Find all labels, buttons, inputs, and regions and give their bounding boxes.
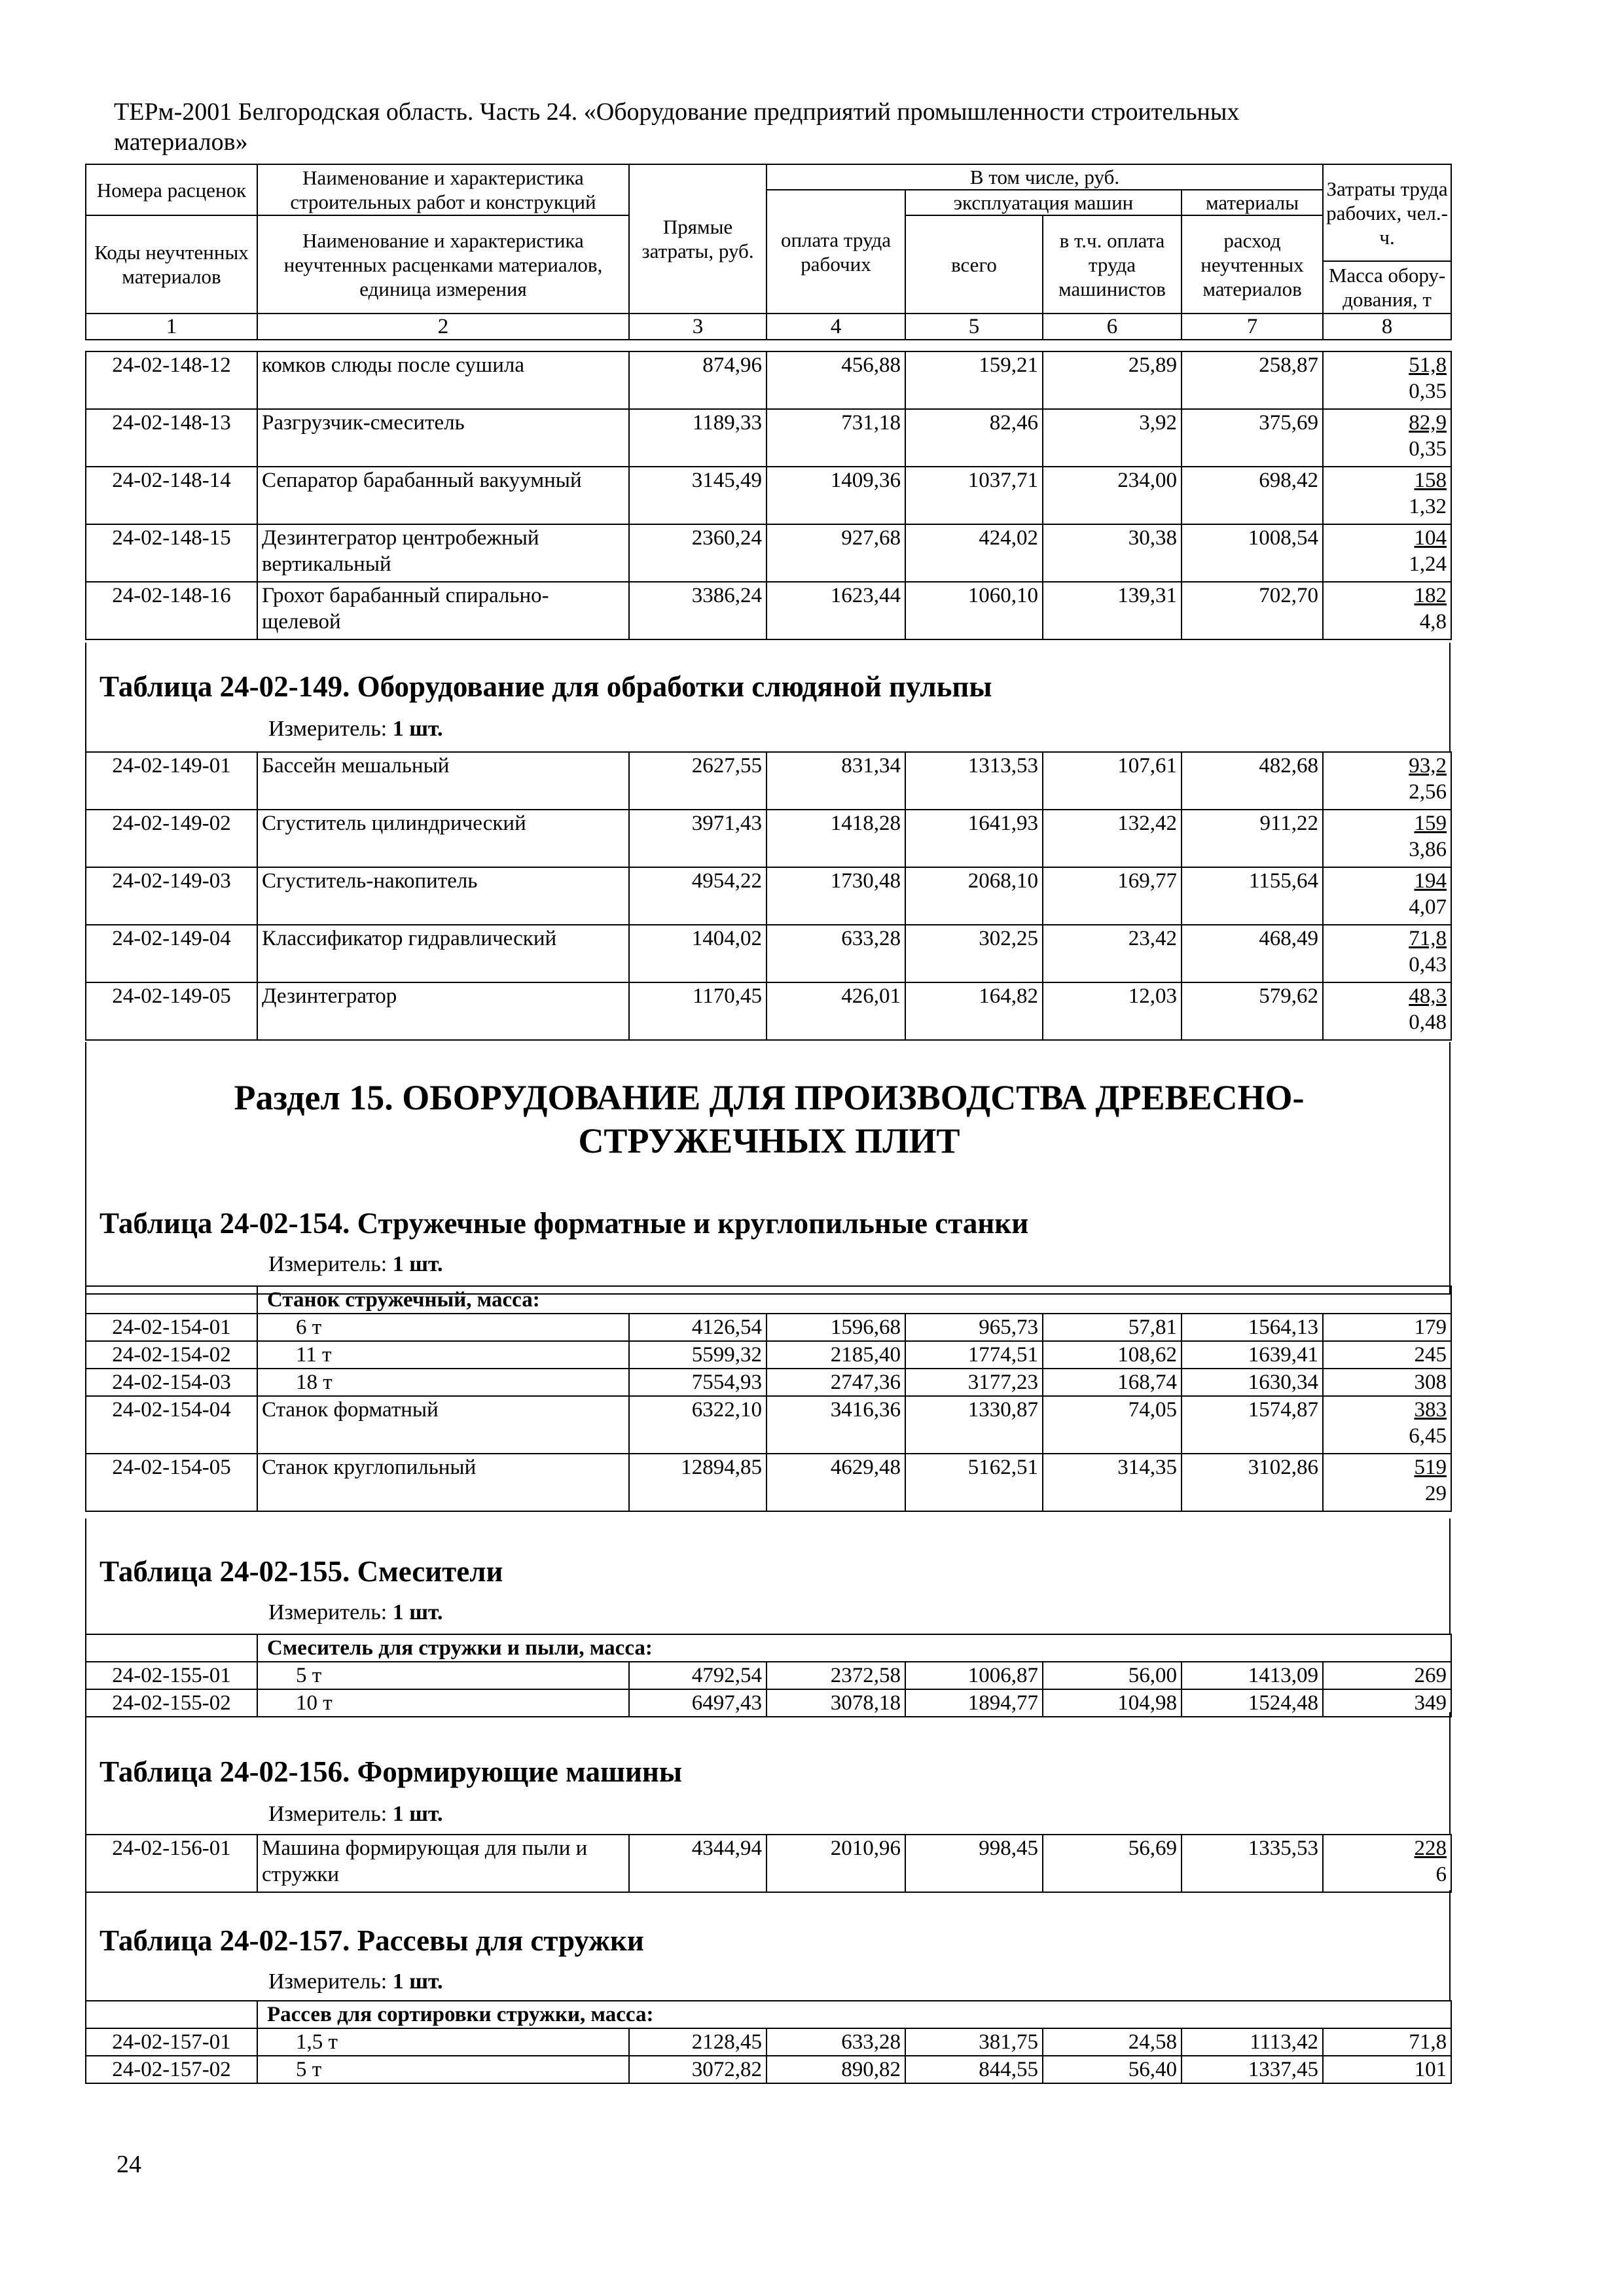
mass-value: 0,43: [1409, 953, 1447, 977]
col1-bottom-header: Коды неучтенных материалов: [86, 215, 257, 314]
table-row: [86, 1314, 1451, 1341]
measure-label: Измеритель:: [268, 717, 393, 741]
machines-total: 82,46: [905, 409, 1043, 467]
direct-costs: 4954,22: [629, 867, 767, 925]
measure-value: 1 шт.: [392, 1969, 443, 1994]
workers-wages: 927,68: [767, 524, 905, 582]
direct-costs: 1404,02: [629, 925, 767, 982]
materials-cost: 1155,64: [1182, 867, 1323, 925]
direct-costs: 4126,54: [629, 1314, 767, 1341]
workers-wages: 633,28: [767, 2028, 905, 2056]
col1-top-header: Номера расценок: [86, 164, 257, 215]
col2-bottom-header: Наименование и характеристика неучтенных расценками материалов, единица измерения: [257, 215, 629, 314]
labor-value: 101: [1323, 2056, 1451, 2083]
mass-value: 6: [1435, 1863, 1447, 1886]
labor-value: 159: [1414, 812, 1447, 835]
table-row: [86, 1396, 1451, 1454]
measure-value: 1 шт.: [392, 1252, 443, 1276]
machinist-wages: 314,35: [1043, 1454, 1182, 1511]
labor-value: 71,8: [1409, 927, 1447, 950]
labor-and-mass-cell: [1323, 867, 1451, 925]
mass-value: 29: [1425, 1482, 1447, 1505]
work-name: Грохот барабанный спирально-щелевой: [257, 582, 629, 639]
machines-total: 844,55: [905, 2056, 1043, 2083]
materials-cost: 3102,86: [1182, 1454, 1323, 1511]
group-row: [86, 2001, 1451, 2028]
table-157-title: Таблица 24-02-157. Рассевы для стружки: [99, 1924, 644, 1957]
workers-wages: 4629,48: [767, 1454, 905, 1511]
labor-and-mass-cell: [1323, 582, 1451, 639]
workers-wages: 890,82: [767, 2056, 905, 2083]
machines-total: 1006,87: [905, 1662, 1043, 1689]
machinist-wages: 107,61: [1043, 752, 1182, 810]
labor-value: 48,3: [1409, 984, 1447, 1008]
labor-value: 182: [1414, 584, 1447, 607]
direct-costs: 6322,10: [629, 1396, 767, 1454]
table-row: [86, 2056, 1451, 2083]
rates-table-149: [85, 751, 1452, 1041]
labor-and-mass-cell: [1323, 524, 1451, 582]
measure-label: Измеритель:: [268, 1600, 393, 1624]
rate-code: 24-02-148-12: [86, 351, 257, 409]
direct-costs: 3072,82: [629, 2056, 767, 2083]
table-row: [86, 582, 1451, 639]
materials-cost: 1564,13: [1182, 1314, 1323, 1341]
table-row: [86, 524, 1451, 582]
rate-code: 24-02-154-02: [86, 1341, 257, 1369]
mass-value: 0,35: [1409, 380, 1447, 403]
machinist-wages: 234,00: [1043, 467, 1182, 524]
machinist-wages: 108,62: [1043, 1341, 1182, 1369]
materials-cost: 1337,45: [1182, 2056, 1323, 2083]
machinist-wages: 30,38: [1043, 524, 1182, 582]
workers-wages: 1623,44: [767, 582, 905, 639]
work-name: 11 т: [257, 1341, 629, 1369]
direct-costs: 3971,43: [629, 810, 767, 867]
table-row: [86, 1369, 1451, 1396]
section-15-title-line1: Раздел 15. ОБОРУДОВАНИЕ ДЛЯ ПРОИЗВОДСТВА ДРЕВЕСНО-: [234, 1078, 1305, 1117]
machines-header: эксплуатация машин: [905, 190, 1182, 215]
labor-value: 519: [1414, 1456, 1447, 1479]
materials-cost: 702,70: [1182, 582, 1323, 639]
rates-table-157: [85, 2000, 1452, 2084]
labor-value: 82,9: [1409, 411, 1447, 435]
machines-total: 5162,51: [905, 1454, 1043, 1511]
labor-value: 308: [1323, 1369, 1451, 1396]
measure-value: 1 шт.: [392, 717, 443, 741]
mass-value: 3,86: [1409, 838, 1447, 861]
machines-total: 1774,51: [905, 1341, 1043, 1369]
materials-cost: 482,68: [1182, 752, 1323, 810]
work-name: 5 т: [257, 2056, 629, 2083]
measure-label: Измеритель:: [268, 1969, 393, 1994]
machinist-wages: 24,58: [1043, 2028, 1182, 2056]
col2-top-header: Наименование и характеристика строительных работ и конструкций: [257, 164, 629, 215]
machines-total: 3177,23: [905, 1369, 1043, 1396]
mass-value: 4,07: [1409, 895, 1447, 919]
measure-value: 1 шт.: [392, 1802, 443, 1826]
workers-wages: 1418,28: [767, 810, 905, 867]
workers-wages: 633,28: [767, 925, 905, 982]
column-number: 2: [257, 314, 629, 340]
col6-header: в т.ч. оплата труда машинистов: [1043, 215, 1182, 314]
rate-code: 24-02-155-01: [86, 1662, 257, 1689]
direct-costs: 1170,45: [629, 982, 767, 1040]
machinist-wages: 139,31: [1043, 582, 1182, 639]
materials-cost: 911,22: [1182, 810, 1323, 867]
rate-code: 24-02-154-01: [86, 1314, 257, 1341]
labor-and-mass-cell: [1323, 351, 1451, 409]
labor-value: 228: [1414, 1837, 1447, 1860]
direct-costs: 5599,32: [629, 1341, 767, 1369]
mass-value: 4,8: [1419, 610, 1447, 634]
materials-cost: 1413,09: [1182, 1662, 1323, 1689]
machinist-wages: 12,03: [1043, 982, 1182, 1040]
materials-cost: 579,62: [1182, 982, 1323, 1040]
workers-wages: 1730,48: [767, 867, 905, 925]
table-row: [86, 351, 1451, 409]
machinist-wages: 23,42: [1043, 925, 1182, 982]
column-number: 3: [629, 314, 767, 340]
column-number: 8: [1323, 314, 1451, 340]
workers-wages: 456,88: [767, 351, 905, 409]
work-name: Сгуститель цилиндрический: [257, 810, 629, 867]
workers-wages: 3078,18: [767, 1689, 905, 1717]
col4-header: оплата труда рабочих: [767, 190, 905, 314]
machines-total: 965,73: [905, 1314, 1043, 1341]
table-row: [86, 1662, 1451, 1689]
labor-and-mass-cell: [1323, 1396, 1451, 1454]
work-name: Сгуститель-накопитель: [257, 867, 629, 925]
workers-wages: 831,34: [767, 752, 905, 810]
table-155-title: Таблица 24-02-155. Смесители: [99, 1555, 503, 1588]
table-row: [86, 982, 1451, 1040]
workers-wages: 2747,36: [767, 1369, 905, 1396]
labor-value: 158: [1414, 469, 1447, 492]
column-number: 4: [767, 314, 905, 340]
machines-total: 381,75: [905, 2028, 1043, 2056]
measure-label: Измеритель:: [268, 1252, 393, 1276]
work-name: 10 т: [257, 1689, 629, 1717]
machinist-wages: 3,92: [1043, 409, 1182, 467]
machinist-wages: 74,05: [1043, 1396, 1182, 1454]
rate-code: 24-02-154-03: [86, 1369, 257, 1396]
labor-value: 71,8: [1323, 2028, 1451, 2056]
labor-value: 51,8: [1409, 353, 1447, 377]
materials-cost: 468,49: [1182, 925, 1323, 982]
materials-cost: 1113,42: [1182, 2028, 1323, 2056]
direct-costs: 2360,24: [629, 524, 767, 582]
rate-code: 24-02-155-02: [86, 1689, 257, 1717]
measure-value: 1 шт.: [392, 1600, 443, 1624]
column-number: 7: [1182, 314, 1323, 340]
mass-value: 0,35: [1409, 437, 1447, 461]
section-15-title: [98, 1076, 1440, 1162]
workers-wages: 426,01: [767, 982, 905, 1040]
running-header-line1: ТЕРм-2001 Белгородская область. Часть 24. «Оборудование предприятий промышленности строительных: [114, 98, 1240, 126]
direct-costs: 874,96: [629, 351, 767, 409]
work-name: Станок форматный: [257, 1396, 629, 1454]
col8-top-header: Затраты труда рабочих, чел.-ч.: [1323, 164, 1451, 261]
table-154-title: Таблица 24-02-154. Стружечные форматные и круглопильные станки: [99, 1207, 1029, 1240]
direct-costs: 1189,33: [629, 409, 767, 467]
group-row: [86, 1634, 1451, 1662]
rates-table-155: [85, 1634, 1452, 1717]
column-number: 1: [86, 314, 257, 340]
mass-value: 6,45: [1409, 1424, 1447, 1448]
workers-wages: 2185,40: [767, 1341, 905, 1369]
table-row: [86, 752, 1451, 810]
machinist-wages: 132,42: [1043, 810, 1182, 867]
rate-code: 24-02-157-02: [86, 2056, 257, 2083]
machines-total: 1894,77: [905, 1689, 1043, 1717]
direct-costs: 4792,54: [629, 1662, 767, 1689]
labor-value: 383: [1414, 1398, 1447, 1422]
machines-total: 164,82: [905, 982, 1043, 1040]
mass-value: 1,32: [1409, 495, 1447, 518]
group-label: Рассев для сортировки стружки, масса:: [257, 2001, 1451, 2028]
rates-table-154: [85, 1285, 1452, 1512]
rate-code: 24-02-154-04: [86, 1396, 257, 1454]
table-149-measure: [268, 716, 443, 742]
mass-value: 0,48: [1409, 1011, 1447, 1034]
group-label: Станок стружечный, масса:: [257, 1286, 1451, 1314]
machinist-wages: 169,77: [1043, 867, 1182, 925]
machinist-wages: 56,69: [1043, 1835, 1182, 1892]
machines-total: 159,21: [905, 351, 1043, 409]
direct-costs: 3145,49: [629, 467, 767, 524]
table-row: [86, 925, 1451, 982]
machines-total: 1641,93: [905, 810, 1043, 867]
labor-and-mass-cell: [1323, 810, 1451, 867]
incl-header: В том числе, руб.: [767, 164, 1323, 190]
labor-value: 194: [1414, 869, 1447, 893]
materials-cost: 1630,34: [1182, 1369, 1323, 1396]
labor-and-mass-cell: [1323, 409, 1451, 467]
work-name: 1,5 т: [257, 2028, 629, 2056]
labor-value: 349: [1323, 1689, 1451, 1717]
labor-value: 104: [1414, 526, 1447, 550]
direct-costs: 6497,43: [629, 1689, 767, 1717]
machines-total: 2068,10: [905, 867, 1043, 925]
table-156-title: Таблица 24-02-156. Формирующие машины: [99, 1755, 682, 1788]
table-row: [86, 810, 1451, 867]
section-15-title-line2: СТРУЖЕЧНЫХ ПЛИТ: [578, 1121, 960, 1160]
machines-total: 1330,87: [905, 1396, 1043, 1454]
workers-wages: 3416,36: [767, 1396, 905, 1454]
rate-code: 24-02-156-01: [86, 1835, 257, 1892]
rate-code: 24-02-157-01: [86, 2028, 257, 2056]
rate-code: 24-02-154-05: [86, 1454, 257, 1511]
rate-code: 24-02-149-04: [86, 925, 257, 982]
work-name: Дезинтегратор центробежный вертикальный: [257, 524, 629, 582]
direct-costs: 7554,93: [629, 1369, 767, 1396]
rates-table-148: [85, 351, 1452, 640]
labor-value: 245: [1323, 1341, 1451, 1369]
work-name: Станок круглопильный: [257, 1454, 629, 1511]
group-row: [86, 1286, 1451, 1314]
materials-cost: 1008,54: [1182, 524, 1323, 582]
direct-costs: 12894,85: [629, 1454, 767, 1511]
table-row: [86, 1454, 1451, 1511]
machinist-wages: 25,89: [1043, 351, 1182, 409]
labor-value: 93,2: [1409, 754, 1447, 778]
machines-total: 424,02: [905, 524, 1043, 582]
machines-total: 302,25: [905, 925, 1043, 982]
running-header-line2: материалов»: [114, 128, 248, 156]
table-155-measure: [268, 1600, 443, 1626]
materials-cost: 258,87: [1182, 351, 1323, 409]
direct-costs: 4344,94: [629, 1835, 767, 1892]
work-name: комков слюды после сушила: [257, 351, 629, 409]
work-name: Дезинтегратор: [257, 982, 629, 1040]
column-header-table: [85, 164, 1452, 340]
work-name: 5 т: [257, 1662, 629, 1689]
column-number: 6: [1043, 314, 1182, 340]
materials-header: материалы: [1182, 190, 1323, 215]
rate-code: 24-02-148-16: [86, 582, 257, 639]
column-number: 5: [905, 314, 1043, 340]
rate-code: 24-02-148-14: [86, 467, 257, 524]
workers-wages: 2010,96: [767, 1835, 905, 1892]
workers-wages: 1409,36: [767, 467, 905, 524]
col7-header: расход неучтенных материалов: [1182, 215, 1323, 314]
labor-and-mass-cell: [1323, 925, 1451, 982]
table-156-measure: [268, 1801, 443, 1827]
rate-code: 24-02-149-02: [86, 810, 257, 867]
running-header: [114, 97, 1489, 157]
materials-cost: 375,69: [1182, 409, 1323, 467]
labor-and-mass-cell: [1323, 1835, 1451, 1892]
labor-value: 179: [1323, 1314, 1451, 1341]
work-name: Машина формирующая для пыли и стружки: [257, 1835, 629, 1892]
table-154-measure: [268, 1251, 443, 1278]
materials-cost: 1574,87: [1182, 1396, 1323, 1454]
direct-costs: 3386,24: [629, 582, 767, 639]
table-row: [86, 867, 1451, 925]
labor-and-mass-cell: [1323, 467, 1451, 524]
work-name: Разгрузчик-смеситель: [257, 409, 629, 467]
work-name: 6 т: [257, 1314, 629, 1341]
table-157-measure: [268, 1969, 443, 1995]
col3-header: Прямые затраты, руб.: [629, 164, 767, 314]
workers-wages: 2372,58: [767, 1662, 905, 1689]
table-row: [86, 1341, 1451, 1369]
group-label: Смеситель для стружки и пыли, масса:: [257, 1634, 1451, 1662]
materials-cost: 1524,48: [1182, 1689, 1323, 1717]
work-name: Классификатор гидравлический: [257, 925, 629, 982]
workers-wages: 731,18: [767, 409, 905, 467]
table-row: [86, 467, 1451, 524]
rates-table-156: [85, 1834, 1452, 1893]
machinist-wages: 56,00: [1043, 1662, 1182, 1689]
work-name: Бассейн мешальный: [257, 752, 629, 810]
materials-cost: 1335,53: [1182, 1835, 1323, 1892]
table-149-title: Таблица 24-02-149. Оборудование для обработки слюдяной пульпы: [99, 670, 992, 703]
mass-value: 2,56: [1409, 780, 1447, 804]
rate-code: 24-02-149-05: [86, 982, 257, 1040]
page-number: 24: [117, 2151, 141, 2178]
labor-and-mass-cell: [1323, 982, 1451, 1040]
materials-cost: 1639,41: [1182, 1341, 1323, 1369]
rate-code: 24-02-149-01: [86, 752, 257, 810]
machines-total: 998,45: [905, 1835, 1043, 1892]
machinist-wages: 104,98: [1043, 1689, 1182, 1717]
table-row: [86, 409, 1451, 467]
rate-code: 24-02-149-03: [86, 867, 257, 925]
rate-code: 24-02-148-15: [86, 524, 257, 582]
work-name: 18 т: [257, 1369, 629, 1396]
machinist-wages: 168,74: [1043, 1369, 1182, 1396]
work-name: Сепаратор барабанный вакуумный: [257, 467, 629, 524]
materials-cost: 698,42: [1182, 467, 1323, 524]
machinist-wages: 56,40: [1043, 2056, 1182, 2083]
labor-value: 269: [1323, 1662, 1451, 1689]
mass-value: 1,24: [1409, 552, 1447, 576]
col5-header: всего: [905, 215, 1043, 314]
machines-total: 1060,10: [905, 582, 1043, 639]
machines-total: 1037,71: [905, 467, 1043, 524]
table-row: [86, 2028, 1451, 2056]
direct-costs: 2627,55: [629, 752, 767, 810]
machines-total: 1313,53: [905, 752, 1043, 810]
direct-costs: 2128,45: [629, 2028, 767, 2056]
measure-label: Измеритель:: [268, 1802, 393, 1826]
col8-bottom-header: Масса обору-дования, т: [1323, 261, 1451, 314]
workers-wages: 1596,68: [767, 1314, 905, 1341]
table-row: [86, 1835, 1451, 1892]
machinist-wages: 57,81: [1043, 1314, 1182, 1341]
labor-and-mass-cell: [1323, 752, 1451, 810]
rate-code: 24-02-148-13: [86, 409, 257, 467]
labor-and-mass-cell: [1323, 1454, 1451, 1511]
